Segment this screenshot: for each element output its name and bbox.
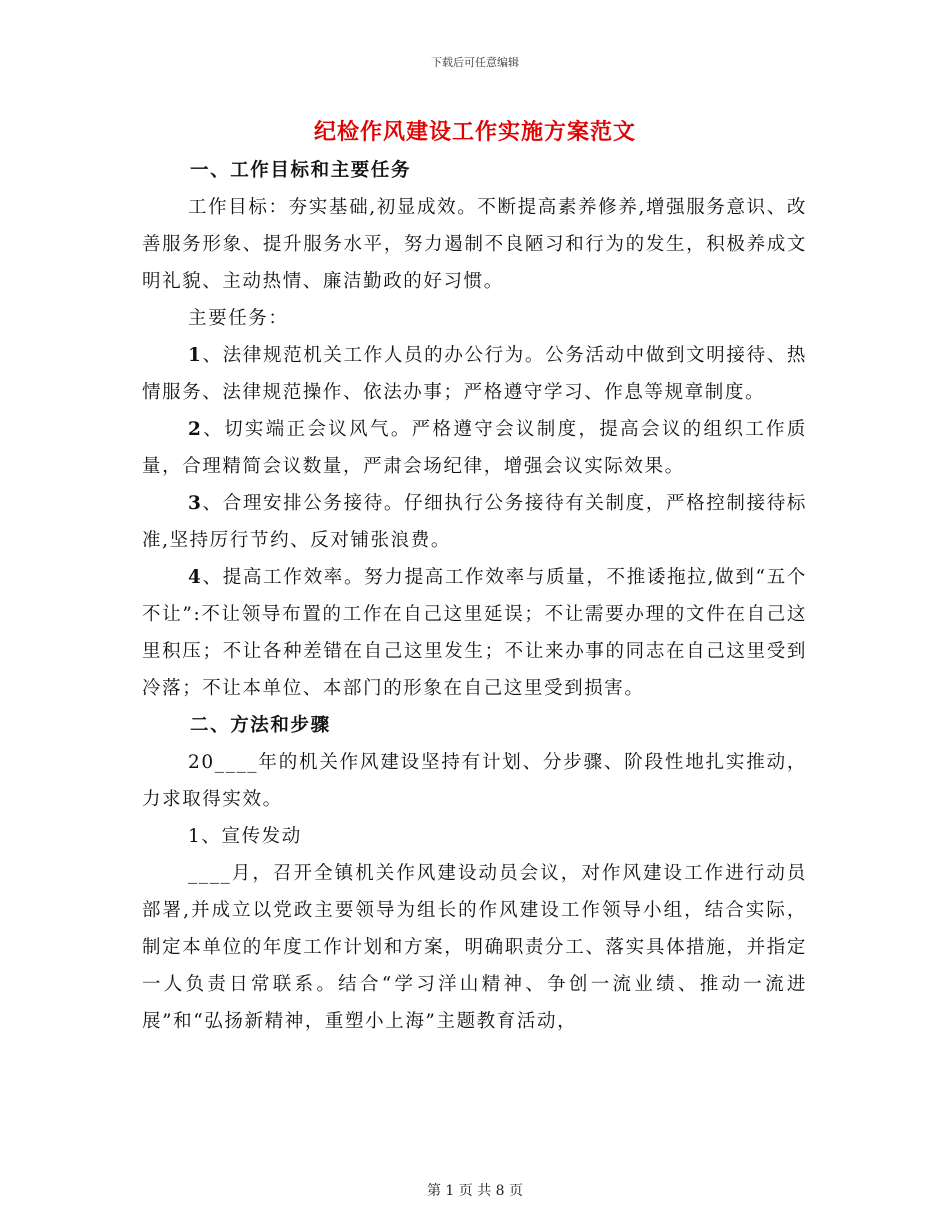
task-text: 、提高工作效率。努力提高工作效率与质量，不推诿拖拉,做到“五个不让”:不让领导布置的工作在自己这里延误；不让需要办理的文件在自己这里积压；不让各种差错在自己这里发生；不让来办事的同志在自己这里受到冷落；不让本单位、本部门的形象在自己这里受到损害。 [142, 567, 807, 699]
task-number: 1 [188, 345, 203, 366]
page-footer: 第 1 页 共 8 页 [426, 1183, 524, 1199]
task-text: 、法律规范机关工作人员的办公行为。公务活动中做到文明接待、热情服务、法律规范操作、依法办事；严格遵守学习、作息等规章制度。 [142, 345, 807, 403]
main-tasks-label: 主要任务： [188, 308, 289, 329]
document-title: 纪检作风建设工作实施方案范文 [313, 119, 636, 145]
methods-intro-paragraph: 20____年的机关作风建设坚持有计划、分步骤、阶段性地扎实推动，力求取得实效。 [142, 752, 807, 810]
section-heading-1: 一、工作目标和主要任务 [190, 160, 412, 181]
task-number: 4 [188, 567, 203, 588]
task-text: 、合理安排公务接待。仔细执行公务接待有关制度，严格控制接待标准,坚持厉行节约、反对铺张浪费。 [142, 493, 807, 551]
work-goal-paragraph: 工作目标：夯实基础,初显成效。不断提高素养修养,增强服务意识、改善服务形象、提升服务水平，努力遏制不良陋习和行为的发生，积极养成文明礼貌、主动热情、廉洁勤政的好习惯。 [142, 197, 807, 292]
section-heading-2: 二、方法和步骤 [190, 715, 331, 736]
step-1-paragraph: ____月，召开全镇机关作风建设动员会议，对作风建设工作进行动员部署,并成立以党政主要领导为组长的作风建设工作领导小组，结合实际，制定本单位的年度工作计划和方案，明确职责分工、落实具体措施，并指定一人负责日常联系。结合“学习洋山精神、争创一流业绩、推动一流进展”和“弘扬新精神，重塑小上海”主题教育活动， [142, 863, 807, 1032]
document-body [142, 152, 807, 1040]
task-text: 、切实端正会议风气。严格遵守会议制度，提高会议的组织工作质量，合理精简会议数量，严肃会场纪律，增强会议实际效果。 [142, 419, 807, 477]
task-paragraph-2 [142, 411, 807, 485]
task-number: 3 [188, 493, 203, 514]
task-paragraph-4 [142, 559, 807, 707]
task-paragraph-1 [142, 337, 807, 411]
task-number: 2 [188, 419, 203, 440]
header-note: 下载后可任意编辑 [431, 56, 519, 69]
step-1-label: 1、宣传发动 [188, 826, 302, 847]
task-paragraph-3 [142, 485, 807, 559]
